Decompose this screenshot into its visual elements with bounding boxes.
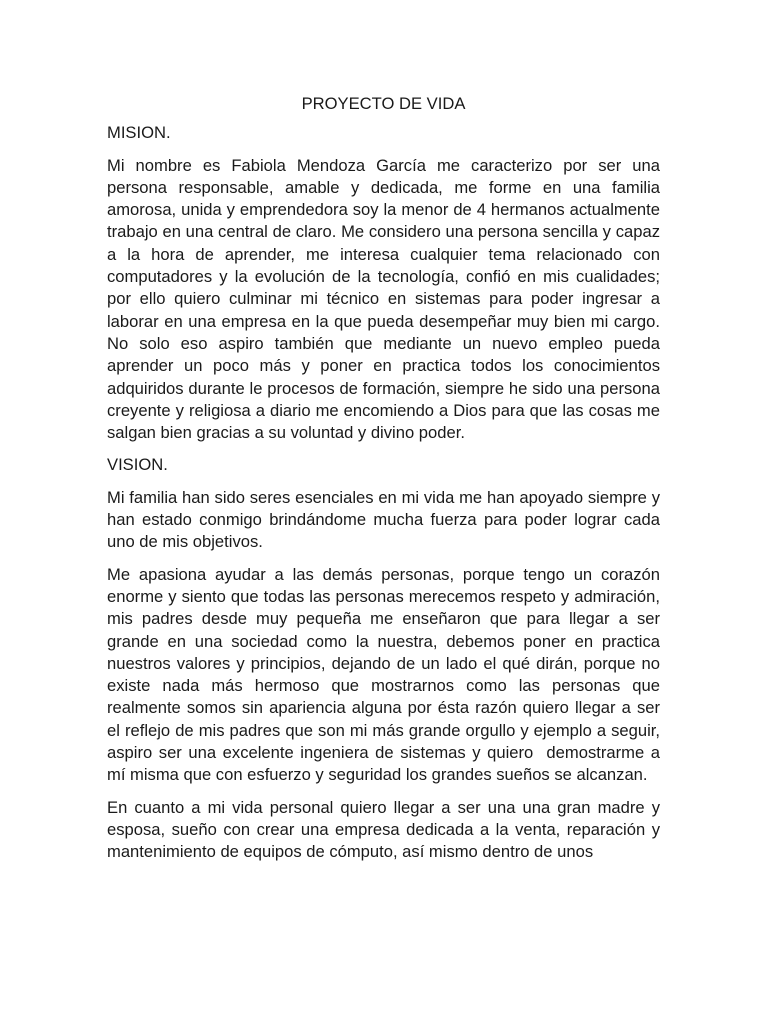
mission-paragraph: Mi nombre es Fabiola Mendoza García me caracterizo por ser una persona responsable, amable y dedicada, me forme en una familia amorosa, unida y emprendedora soy la menor de 4 hermanos actualmente trabajo en una central de claro. Me considero una persona sencilla y capaz a la hora de aprender, me interesa cualquier tema relacionado con computadores y la evolución de la tecnología, confió en mis cualidades; por ello quiero culminar mi técnico en sistemas para poder ingresar a laborar en una empresa en la que pueda desempeñar muy bien mi cargo. No solo eso aspiro también que mediante un nuevo empleo pueda aprender un poco más y poner en practica todos los conocimientos adquiridos durante le procesos de formación, siempre he sido una persona creyente y religiosa a diario me encomiendo a Dios para que las cosas me salgan bien gracias a su voluntad y divino poder. [107, 155, 665, 443]
vision-paragraph-passion: Me apasiona ayudar a las demás personas, porque tengo un corazón enorme y siento que todas las personas merecemos respeto y admiración, mis padres desde muy pequeña me enseñaron que para llegar a ser grande en una sociedad como la nuestra, debemos poner en practica nuestros valores y principios, dejando de un lado el qué dirán, porque no existe nada más hermoso que mostrarnos como las personas que realmente somos sin apariencia alguna por ésta razón quiero llegar a ser el reflejo de mis padres que son mi más grande orgullo y ejemplo a seguir, aspiro ser una excelente ingeniera de sistemas y quiero demostrarme a mí misma que con esfuerzo y seguridad los grandes sueños se alcanzan. [107, 564, 665, 785]
mission-heading: MISION. [107, 123, 171, 143]
vision-heading: VISION. [107, 455, 168, 475]
document-title: PROYECTO DE VIDA [301, 94, 466, 113]
vision-paragraph-family: Mi familia han sido seres esenciales en mi vida me han apoyado siempre y han estado conmigo brindándome mucha fuerza para poder lograr cada uno de mis objetivos. [107, 487, 665, 552]
document-page [107, 93, 665, 874]
vision-paragraph-personal-life: En cuanto a mi vida personal quiero llegar a ser una una gran madre y esposa, sueño con crear una empresa dedicada a la venta, reparación y mantenimiento de equipos de cómputo, así mismo dentro de unos [107, 797, 665, 862]
